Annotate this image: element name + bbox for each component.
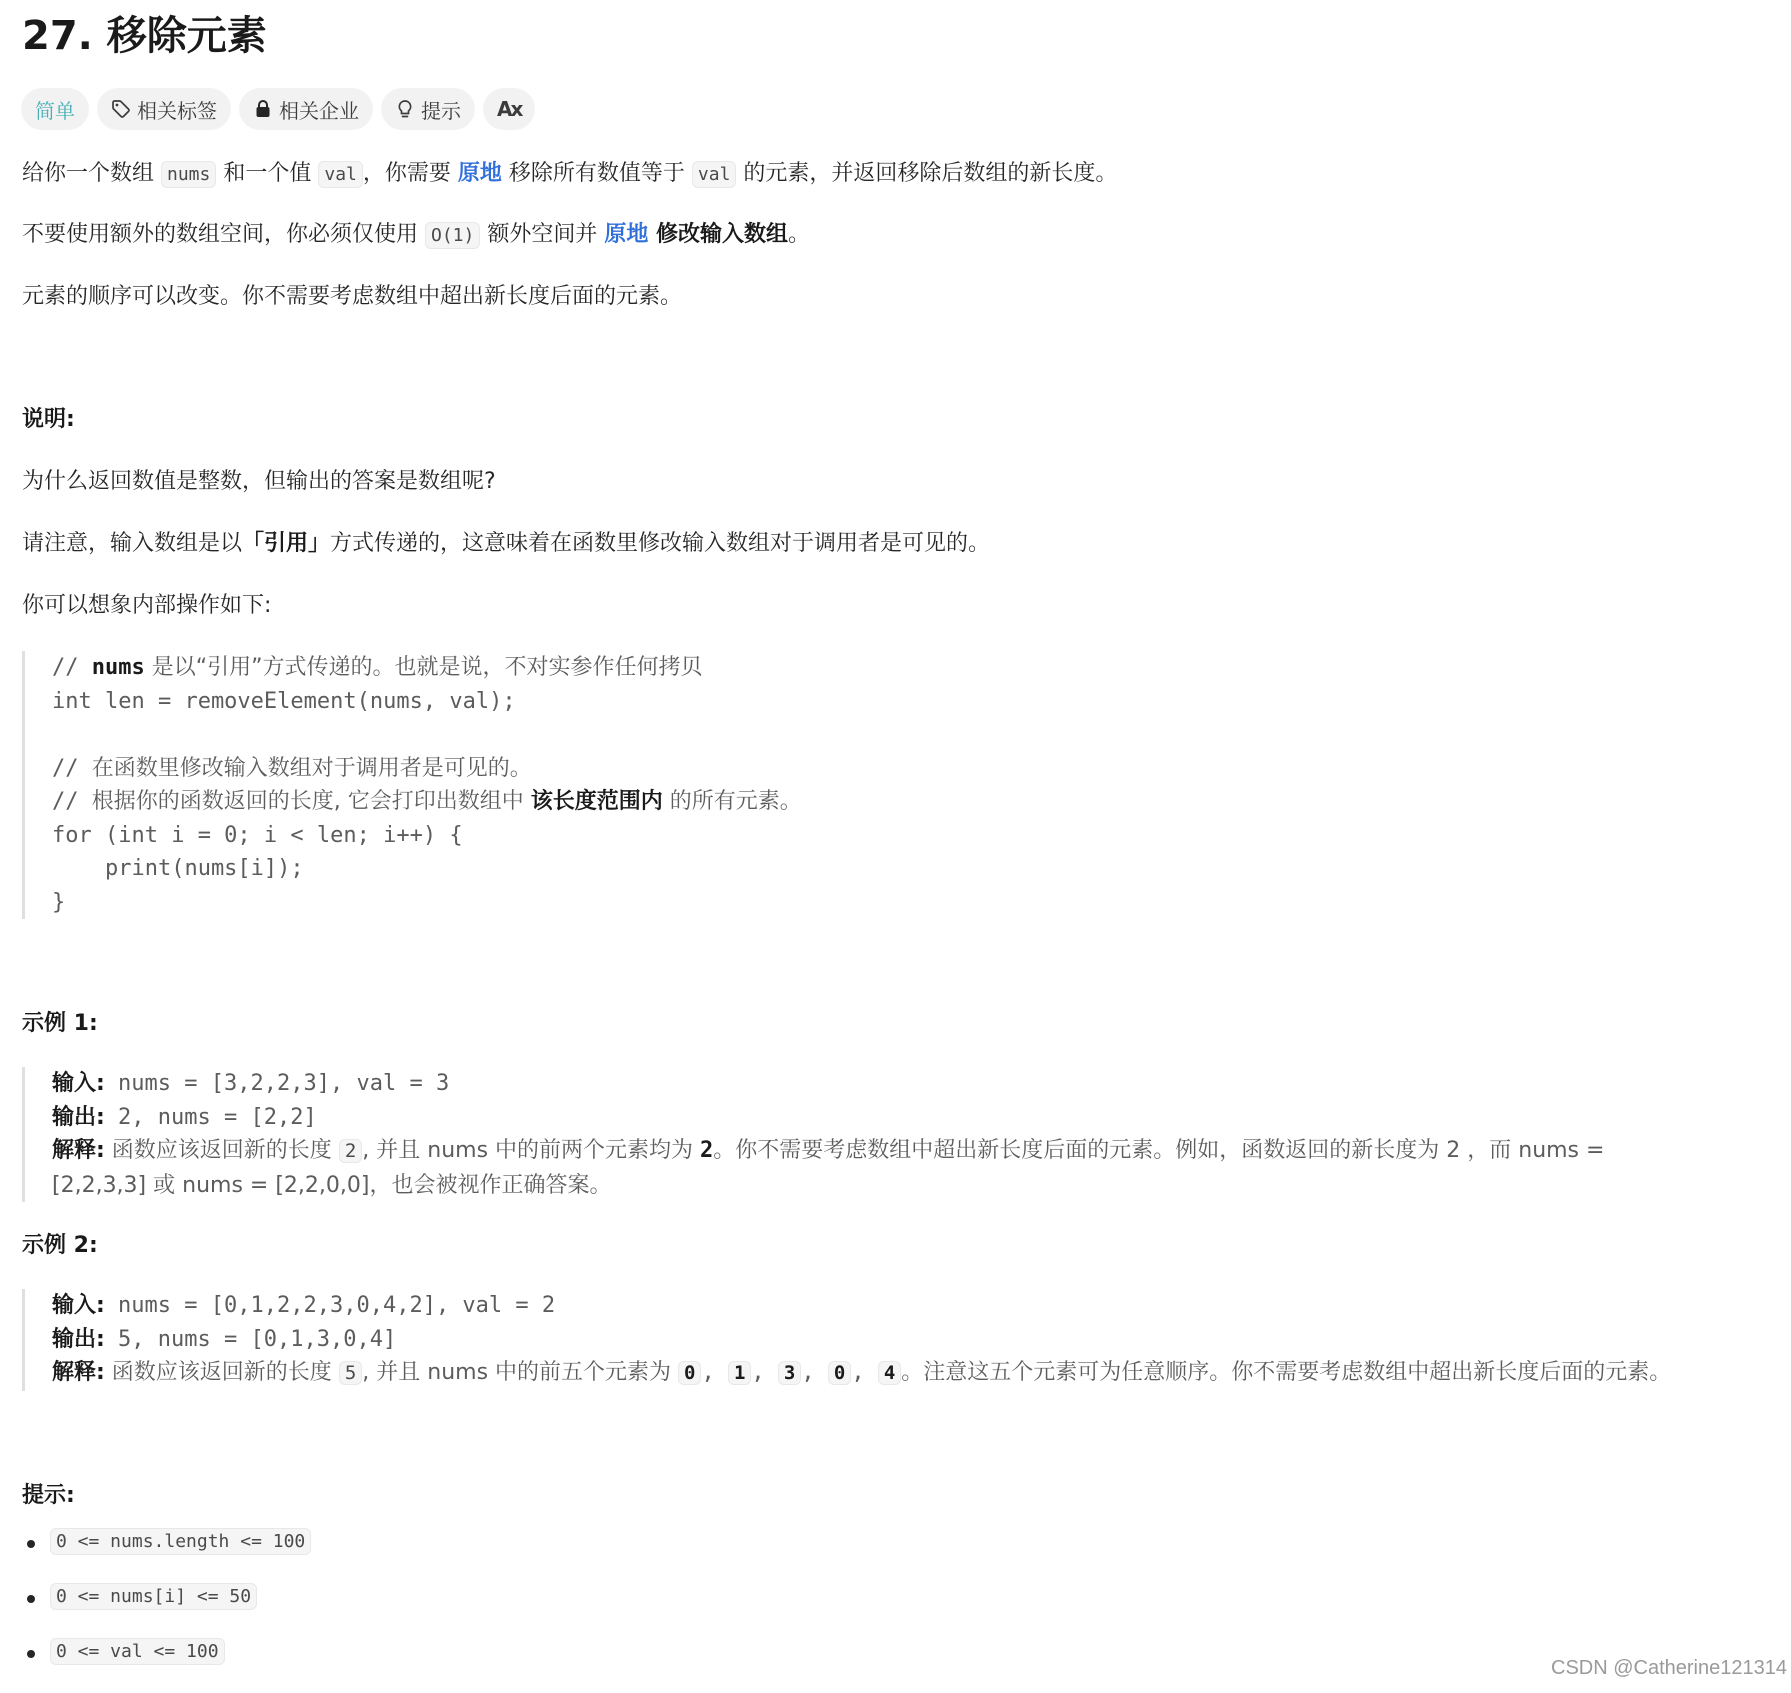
explanation-paragraph-2 bbox=[22, 528, 990, 560]
constraint-item bbox=[22, 1638, 311, 1693]
code-comment: 的所有元素。 bbox=[662, 789, 802, 814]
output-value: 5, nums = [0,1,3,0,4] bbox=[104, 1326, 397, 1352]
constraint-item bbox=[22, 1583, 311, 1638]
lock-icon bbox=[253, 99, 273, 119]
related-tags-button[interactable] bbox=[97, 88, 231, 130]
code-comment: 在函数里修改输入数组对于调用者是可见的。 bbox=[91, 755, 532, 781]
number-badge: 5 bbox=[339, 1361, 362, 1385]
inline-code: val bbox=[692, 161, 737, 188]
text: 给你一个数组 bbox=[22, 161, 161, 186]
text: 额外空间并 bbox=[480, 222, 605, 247]
explain-text: 函数应该返回新的长度 bbox=[104, 1360, 339, 1385]
inline-code: nums bbox=[161, 161, 216, 188]
explain-text: 函数应该返回新的长度 bbox=[104, 1138, 339, 1163]
description-paragraph-1 bbox=[22, 158, 1117, 191]
code-comment: 根据你的函数返回的长度, 它会打印出数组中 bbox=[91, 789, 531, 814]
explain-text: 。你不需要考虑数组中超出新长度后面的元素。例如，函数返回的新长度为 2 ，而 nums = bbox=[713, 1138, 1605, 1163]
number-badge: 2 bbox=[339, 1139, 362, 1163]
hint-label: 提示 bbox=[421, 98, 461, 123]
translate-icon: Ax bbox=[497, 97, 522, 121]
example-1-heading: 示例 1: bbox=[22, 1011, 98, 1036]
output-value: 2, nums = [2,2] bbox=[104, 1104, 317, 1130]
translate-button[interactable] bbox=[483, 88, 535, 130]
example-explain-line bbox=[52, 1356, 1671, 1391]
difficulty-label: 简单 bbox=[35, 98, 75, 123]
related-companies-label: 相关企业 bbox=[279, 98, 359, 123]
number-badge: 0 bbox=[678, 1361, 701, 1385]
code-line-empty bbox=[52, 718, 802, 752]
input-value: nums = [0,1,2,2,3,0,4,2], val = 2 bbox=[104, 1293, 556, 1318]
explain-text: , 并且 nums 中的前五个元素为 bbox=[362, 1360, 679, 1385]
number-badge: 4 bbox=[878, 1361, 901, 1385]
in-place-link[interactable]: 原地 bbox=[604, 222, 649, 247]
in-place-link[interactable]: 原地 bbox=[457, 161, 502, 186]
example-2-block bbox=[22, 1289, 1671, 1391]
example-explain-line bbox=[52, 1134, 1604, 1169]
hint-button[interactable] bbox=[381, 88, 475, 130]
explanation-paragraph-1: 为什么返回数值是整数，但输出的答案是数组呢? bbox=[22, 469, 496, 494]
lightbulb-icon bbox=[395, 99, 415, 119]
code-line: for (int i = 0; i < len; i++) { bbox=[52, 822, 463, 848]
explain-label: 解释: bbox=[52, 1360, 105, 1385]
constraint-item bbox=[22, 1528, 311, 1583]
output-label: 输出: bbox=[52, 1326, 105, 1352]
separator: , bbox=[751, 1360, 778, 1385]
code-bold: 该长度范围内 bbox=[530, 789, 663, 814]
separator: , bbox=[701, 1360, 728, 1385]
difficulty-badge bbox=[21, 88, 89, 130]
text: 的元素，并返回移除后数组的新长度。 bbox=[736, 161, 1118, 186]
constraint-code: 0 <= nums.length <= 100 bbox=[50, 1528, 311, 1555]
text: 请注意，输入数组是以 bbox=[22, 531, 243, 556]
separator: , bbox=[851, 1360, 878, 1385]
number-badge: 0 bbox=[828, 1361, 851, 1385]
code-line: } bbox=[52, 889, 66, 915]
code-line bbox=[52, 651, 802, 685]
code-comment: 是以“引用”方式传递的。也就是说，不对实参作任何拷贝 bbox=[144, 655, 703, 680]
code-line: int len = removeElement(nums, val); bbox=[52, 688, 516, 714]
input-label: 输入: bbox=[52, 1071, 105, 1096]
code-line bbox=[52, 752, 802, 786]
explain-text: [2,2,3,3] 或 nums = [2,2,0,0]，也会被视作正确答案。 bbox=[52, 1172, 612, 1198]
tag-bar bbox=[21, 88, 535, 130]
text: 和一个值 bbox=[216, 161, 319, 186]
description-paragraph-3: 元素的顺序可以改变。你不需要考虑数组中超出新长度后面的元素。 bbox=[22, 284, 683, 309]
constraint-code: 0 <= val <= 100 bbox=[50, 1638, 225, 1665]
watermark: CSDN @Catherine121314 bbox=[1551, 1657, 1787, 1679]
explain-text: , 并且 nums 中的前两个元素均为 bbox=[362, 1138, 701, 1163]
example-explain-line-2 bbox=[52, 1169, 1604, 1203]
output-label: 输出: bbox=[52, 1104, 105, 1130]
code-bold: nums bbox=[91, 655, 145, 680]
description-paragraph-2 bbox=[22, 219, 810, 252]
text: 。 bbox=[788, 222, 811, 247]
example-output-line bbox=[52, 1323, 1671, 1357]
explanation-paragraph-3: 你可以想象内部操作如下: bbox=[22, 593, 272, 618]
separator: , bbox=[801, 1360, 828, 1385]
text: 方式传递的，这意味着在函数里修改输入数组对于调用者是可见的。 bbox=[330, 531, 991, 556]
example-output-line bbox=[52, 1101, 1604, 1135]
number-badge: 1 bbox=[728, 1361, 751, 1385]
explanation-heading: 说明: bbox=[22, 407, 75, 432]
related-companies-button[interactable] bbox=[239, 88, 373, 130]
explain-text: 。注意这五个元素可为任意顺序。你不需要考虑数组中超出新长度后面的元素。 bbox=[901, 1360, 1672, 1385]
constraints-list bbox=[22, 1528, 311, 1693]
example-input-line bbox=[52, 1067, 1604, 1101]
example-2-heading: 示例 2: bbox=[22, 1233, 98, 1258]
code-text: // bbox=[52, 789, 92, 814]
bold-text: 修改输入数组 bbox=[648, 222, 789, 247]
explain-label: 解释: bbox=[52, 1138, 105, 1163]
example-1-block bbox=[22, 1067, 1604, 1202]
text: 移除所有数值等于 bbox=[501, 161, 692, 186]
inline-code: val bbox=[318, 161, 363, 188]
page-title: 27. 移除元素 bbox=[22, 13, 267, 59]
constraints-heading: 提示: bbox=[22, 1483, 75, 1508]
input-value: nums = [3,2,2,3], val = 3 bbox=[104, 1071, 450, 1096]
code-line: print(nums[i]); bbox=[52, 856, 304, 881]
input-label: 输入: bbox=[52, 1293, 105, 1318]
code-text: // bbox=[52, 755, 92, 781]
bold-number: 2 bbox=[700, 1138, 714, 1163]
example-input-line bbox=[52, 1289, 1671, 1323]
bold-text: 「引用」 bbox=[242, 531, 331, 556]
text: 不要使用额外的数组空间，你必须仅使用 bbox=[22, 222, 425, 247]
text: ，你需要 bbox=[362, 161, 458, 186]
code-block bbox=[22, 651, 802, 919]
inline-code: O(1) bbox=[425, 222, 480, 249]
related-tags-label: 相关标签 bbox=[137, 98, 217, 123]
constraint-code: 0 <= nums[i] <= 50 bbox=[50, 1583, 257, 1610]
code-text: // bbox=[52, 655, 92, 680]
tag-icon bbox=[111, 99, 131, 119]
number-badge: 3 bbox=[778, 1361, 801, 1385]
code-line bbox=[52, 785, 802, 819]
